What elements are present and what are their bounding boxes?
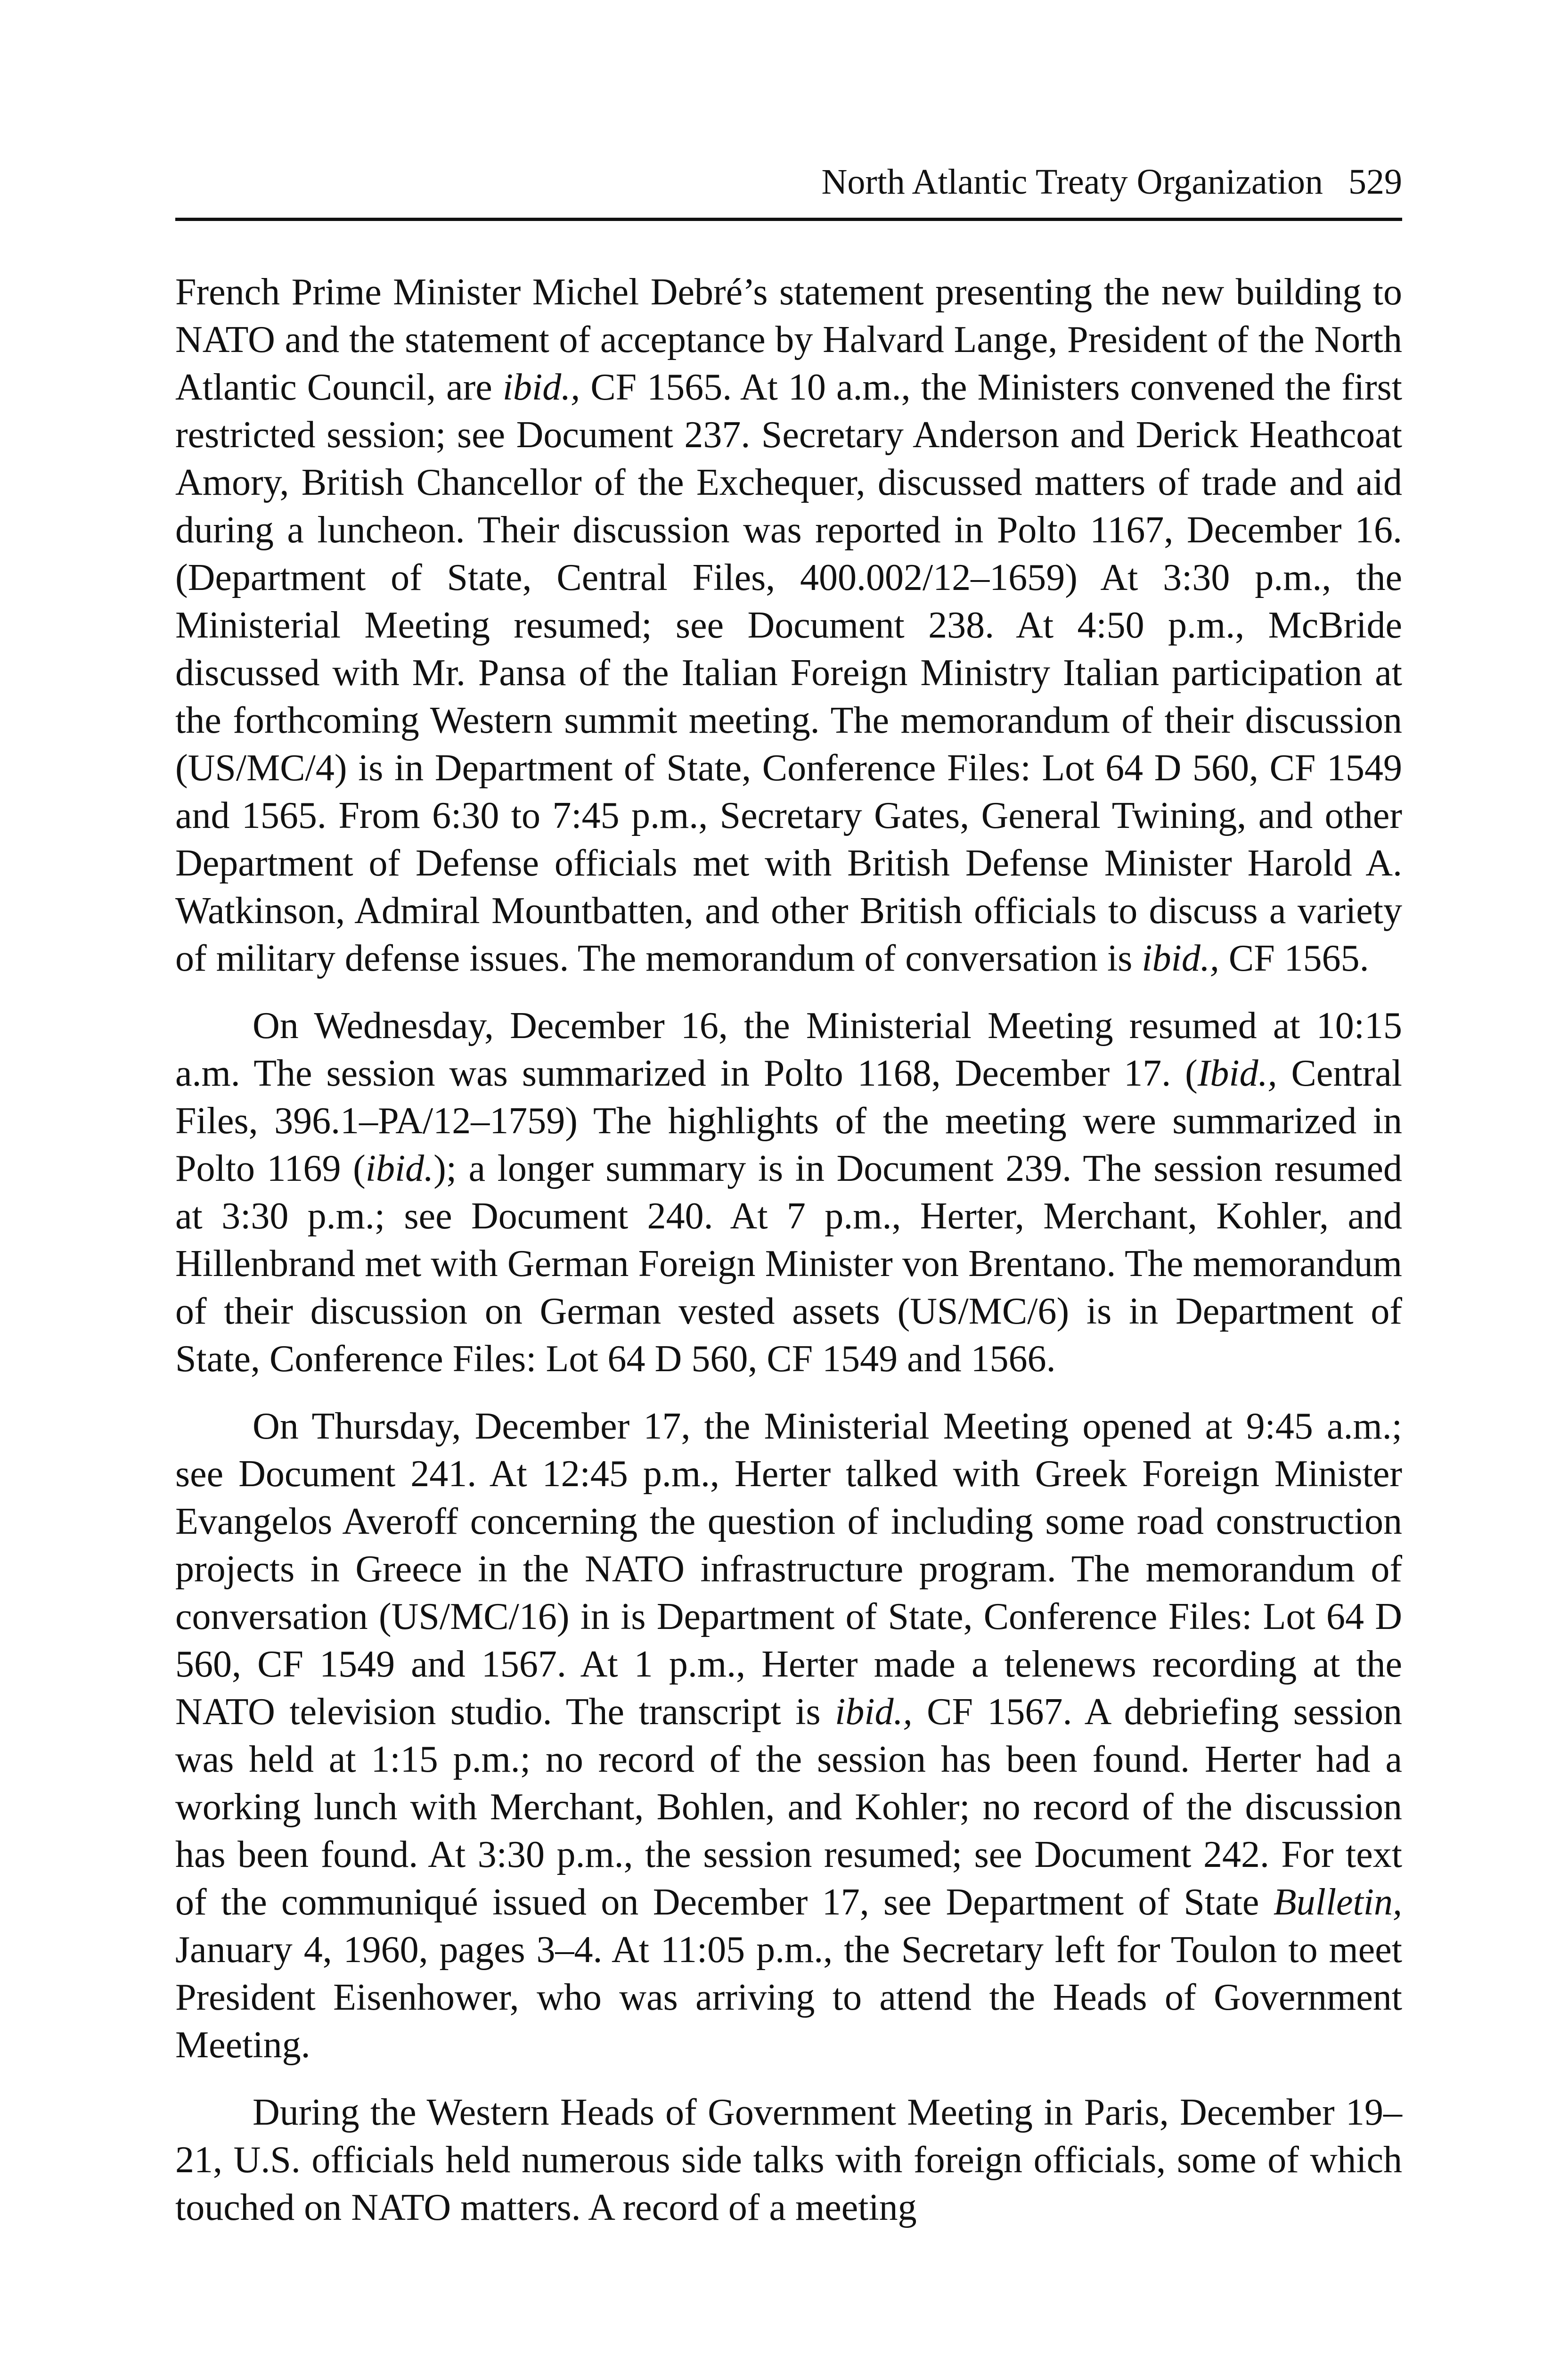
paragraph-2-text-3: ); a longer summary is in Document 239. The session resumed at 3:30 p.m.; see Document 240. At 7 p.m., Herter, Merchant, Kohler, and Hillenbrand met with German Foreign Minister von Brentano. The memorandum of their discussion on German vested assets (US/MC/6) is in Department of State, Conference Files: Lot 64 D 560, CF 1549 and 1566.: [175, 1148, 1403, 1380]
paragraph-4: [175, 2089, 1402, 2232]
paragraph-1-text-1: French Prime Minister Michel Debré’s statement presenting the new building to NATO and the statement of acceptance by Halvard Lange, President of the North Atlantic Council, are: [175, 271, 1402, 408]
paragraph-1: [175, 269, 1402, 982]
paragraph-3: [175, 1403, 1402, 2069]
running-title: North Atlantic Treaty Organization: [821, 162, 1323, 202]
paragraph-1-text-3: CF 1565.: [1219, 938, 1369, 979]
paragraph-4-text-1: During the Western Heads of Government Meeting in Paris, December 19–21, U.S. officials held numerous side talks with foreign officials, some of which touched on NATO matters. A record of a meeting: [175, 2092, 1402, 2228]
header-rule: [175, 218, 1402, 221]
paragraph-3-text-3: January 4, 1960, pages 3–4. At 11:05 p.m., the Secretary left for Toulon to meet President Eisenhower, who was arriving to attend the Heads of Government Meeting.: [175, 1929, 1402, 2066]
body-text: [175, 269, 1402, 2251]
paragraph-2-text-2: Central Files, 396.1–PA/12–1759) The highlights of the meeting were summarized in Polto 1169 (: [175, 1053, 1403, 1189]
page-number: 529: [1348, 162, 1402, 202]
paragraph-3-citation-ibid: ibid.,: [835, 1691, 913, 1733]
paragraph-2: [175, 1002, 1402, 1383]
paragraph-1-citation-ibid-1: ibid.,: [502, 367, 580, 408]
paragraph-2-citation-ibid-2: ibid.: [365, 1148, 434, 1189]
paragraph-3-publication-bulletin: Bulletin,: [1273, 1882, 1402, 1923]
document-page: [175, 0, 1402, 2356]
paragraph-3-text-1: On Thursday, December 17, the Ministerial Meeting opened at 9:45 a.m.; see Document 241. At 12:45 p.m., Herter talked with Greek Foreign Minister Evangelos Averoff concerning the question of including some road construction projects in Greece in the NATO infrastructure program. The memorandum of conversation (US/MC/16) in is Department of State, Conference Files: Lot 64 D 560, CF 1549 and 1567. At 1 p.m., Herter made a telenews recording at the NATO television studio. The transcript is: [175, 1406, 1402, 1733]
paragraph-1-text-2: CF 1565. At 10 a.m., the Ministers convened the first restricted session; see Document 237. Secretary Anderson and Derick Heathcoat Amory, British Chancellor of the Exchequer, discussed matters of trade and aid during a luncheon. Their discussion was reported in Polto 1167, December 16. (Department of State, Central Files, 400.002/12–1659) At 3:30 p.m., the Ministerial Meeting resumed; see Document 238. At 4:50 p.m., McBride discussed with Mr. Pansa of the Italian Foreign Ministry Italian participation at the forthcoming Western summit meeting. The memorandum of their discussion (US/MC/4) is in Department of State, Conference Files: Lot 64 D 560, CF 1549 and 1565. From 6:30 to 7:45 p.m., Secretary Gates, General Twining, and other Department of Defense officials met with British Defense Minister Harold A. Watkinson, Admiral Mountbatten, and other British officials to discuss a variety of military defense issues. The memorandum of conversation is: [175, 367, 1402, 979]
running-head: [821, 164, 1402, 200]
paragraph-2-citation-ibid-1: Ibid.,: [1197, 1053, 1277, 1094]
paragraph-3-text-2: CF 1567. A debriefing session was held at 1:15 p.m.; no record of the session has been found. Herter had a working lunch with Merchant, Bohlen, and Kohler; no record of the discussion has been found. At 3:30 p.m., the session resumed; see Document 242. For text of the communiqué issued on December 17, see Department of State: [175, 1691, 1402, 1923]
paragraph-1-citation-ibid-2: ibid.,: [1142, 938, 1219, 979]
paragraph-2-text-1: On Wednesday, December 16, the Ministerial Meeting resumed at 10:15 a.m. The session was summarized in Polto 1168, December 17. (: [175, 1005, 1402, 1094]
